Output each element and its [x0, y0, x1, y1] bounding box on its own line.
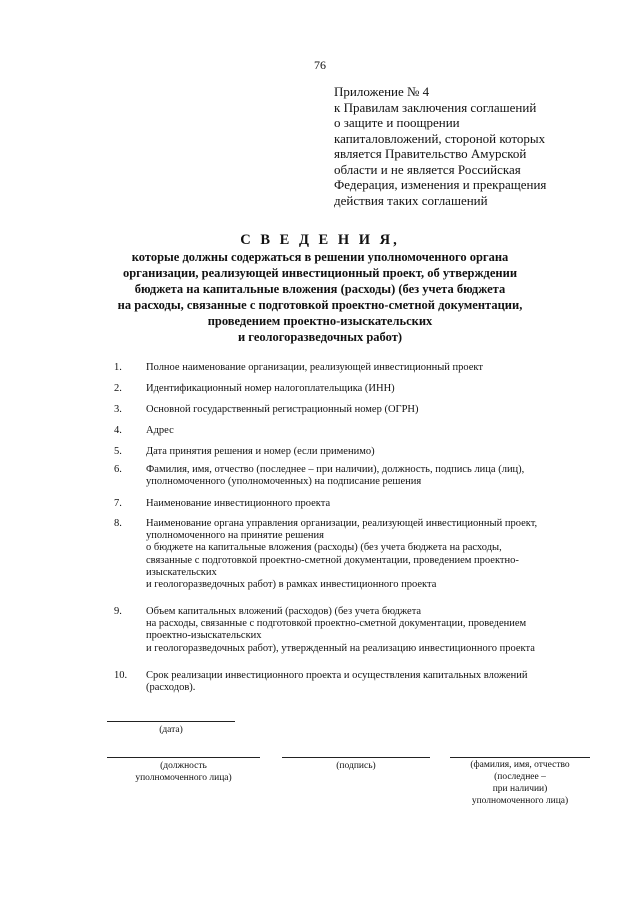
item-line: проектно-изыскательских	[146, 630, 262, 642]
item-number: 7.	[114, 498, 122, 509]
item-text	[146, 518, 596, 591]
appendix-line: области и не является Российская	[334, 161, 521, 177]
caption-line: уполномоченного лица)	[135, 773, 232, 783]
appendix-line: действия таких соглашений	[334, 192, 488, 208]
caption-line: (должность	[160, 761, 207, 771]
appendix-header	[334, 84, 614, 208]
item-number: 1.	[114, 362, 122, 373]
item-line: Фамилия, имя, отчество (последнее – при наличии), должность, подпись лица (лиц),	[146, 464, 525, 475]
item-text	[146, 498, 596, 510]
caption-line: при наличии)	[492, 784, 548, 794]
subtitle-line: которые должны содержаться в решении уполномоченного органа	[131, 250, 509, 264]
item-line: Объем капитальных вложений (расходов) (без учета бюджета	[146, 606, 422, 617]
caption-line: уполномоченного лица)	[471, 796, 569, 806]
item-number: 8.	[114, 518, 122, 529]
item-line: Идентификационный номер налогоплательщика (ИНН)	[146, 383, 395, 394]
item-line: о бюджете на капитальные вложения (расходы) (без учета бюджета на расходы,	[146, 542, 502, 554]
subtitle-line: на расходы, связанные с подготовкой проектно-сметной документации,	[117, 298, 523, 312]
caption-line: (фамилия, имя, отчество	[470, 760, 570, 770]
subtitle-line: и геологоразведочных работ)	[237, 330, 403, 344]
item-text	[146, 464, 596, 488]
appendix-line: о защите и поощрении	[334, 115, 460, 130]
subtitle-line: организации, реализующей инвестиционный проект, об утверждении	[122, 266, 518, 280]
item-line: уполномоченного на принятие решения	[146, 530, 324, 542]
subtitle-line: проведением проектно-изыскательских	[207, 314, 433, 328]
position-line	[107, 757, 260, 758]
item-line: на расходы, связанные с подготовкой проектно-сметной документации, проведением	[146, 618, 527, 630]
item-text	[146, 383, 596, 395]
appendix-line: капиталовложений, стороной которых	[334, 130, 546, 146]
item-line: (расходов).	[146, 682, 196, 694]
item-number: 4.	[114, 425, 122, 436]
item-line: Дата принятия решения и номер (если применимо)	[146, 446, 375, 457]
item-line: Адрес	[146, 425, 174, 436]
item-line: изыскательских	[146, 566, 217, 578]
name-caption	[445, 759, 595, 807]
appendix-line: Приложение № 4	[334, 84, 430, 99]
item-text	[146, 404, 596, 416]
page-number: 76	[314, 58, 326, 72]
position-caption	[107, 760, 260, 784]
item-line: уполномоченного (уполномоченных) на подписание решения	[146, 476, 422, 488]
date-caption: (дата)	[159, 725, 183, 735]
item-text	[146, 606, 596, 655]
appendix-line: Федерация, изменения и прекращения	[334, 177, 547, 192]
document-subtitle	[60, 249, 580, 345]
item-text	[146, 446, 596, 458]
item-line: связанные с подготовкой проектно-сметной документации, проведением проектно-	[146, 554, 519, 566]
subtitle-line: бюджета на капитальные вложения (расходы) (без учета бюджета	[134, 282, 506, 296]
appendix-line: к Правилам заключения соглашений	[334, 99, 537, 115]
item-text	[146, 362, 596, 374]
item-line: Наименование инвестиционного проекта	[146, 498, 331, 509]
item-line: и геологоразведочных работ) в рамках инвестиционного проекта	[146, 579, 437, 591]
document-title: С В Е Д Е Н И Я,	[240, 232, 400, 248]
signature-caption: (подпись)	[336, 761, 376, 771]
item-line: Полное наименование организации, реализующей инвестиционный проект	[146, 362, 483, 373]
item-number: 9.	[114, 606, 122, 617]
date-line	[107, 721, 235, 722]
item-number: 3.	[114, 404, 122, 415]
item-line: Срок реализации инвестиционного проекта и осуществления капитальных вложений	[146, 670, 528, 681]
item-number: 6.	[114, 464, 122, 475]
name-line	[450, 757, 590, 758]
item-number: 5.	[114, 446, 122, 457]
item-text	[146, 670, 596, 694]
item-number: 10.	[114, 670, 128, 681]
appendix-line: является Правительство Амурской	[334, 146, 527, 161]
item-number: 2.	[114, 383, 122, 394]
item-text	[146, 425, 596, 437]
caption-line: (последнее –	[494, 772, 546, 782]
signature-line	[282, 757, 430, 758]
item-line: Наименование органа управления организации, реализующей инвестиционный проект,	[146, 518, 538, 529]
item-line: и геологоразведочных работ), утвержденный на реализацию инвестиционного проекта	[146, 642, 535, 654]
item-line: Основной государственный регистрационный номер (ОГРН)	[146, 404, 419, 415]
